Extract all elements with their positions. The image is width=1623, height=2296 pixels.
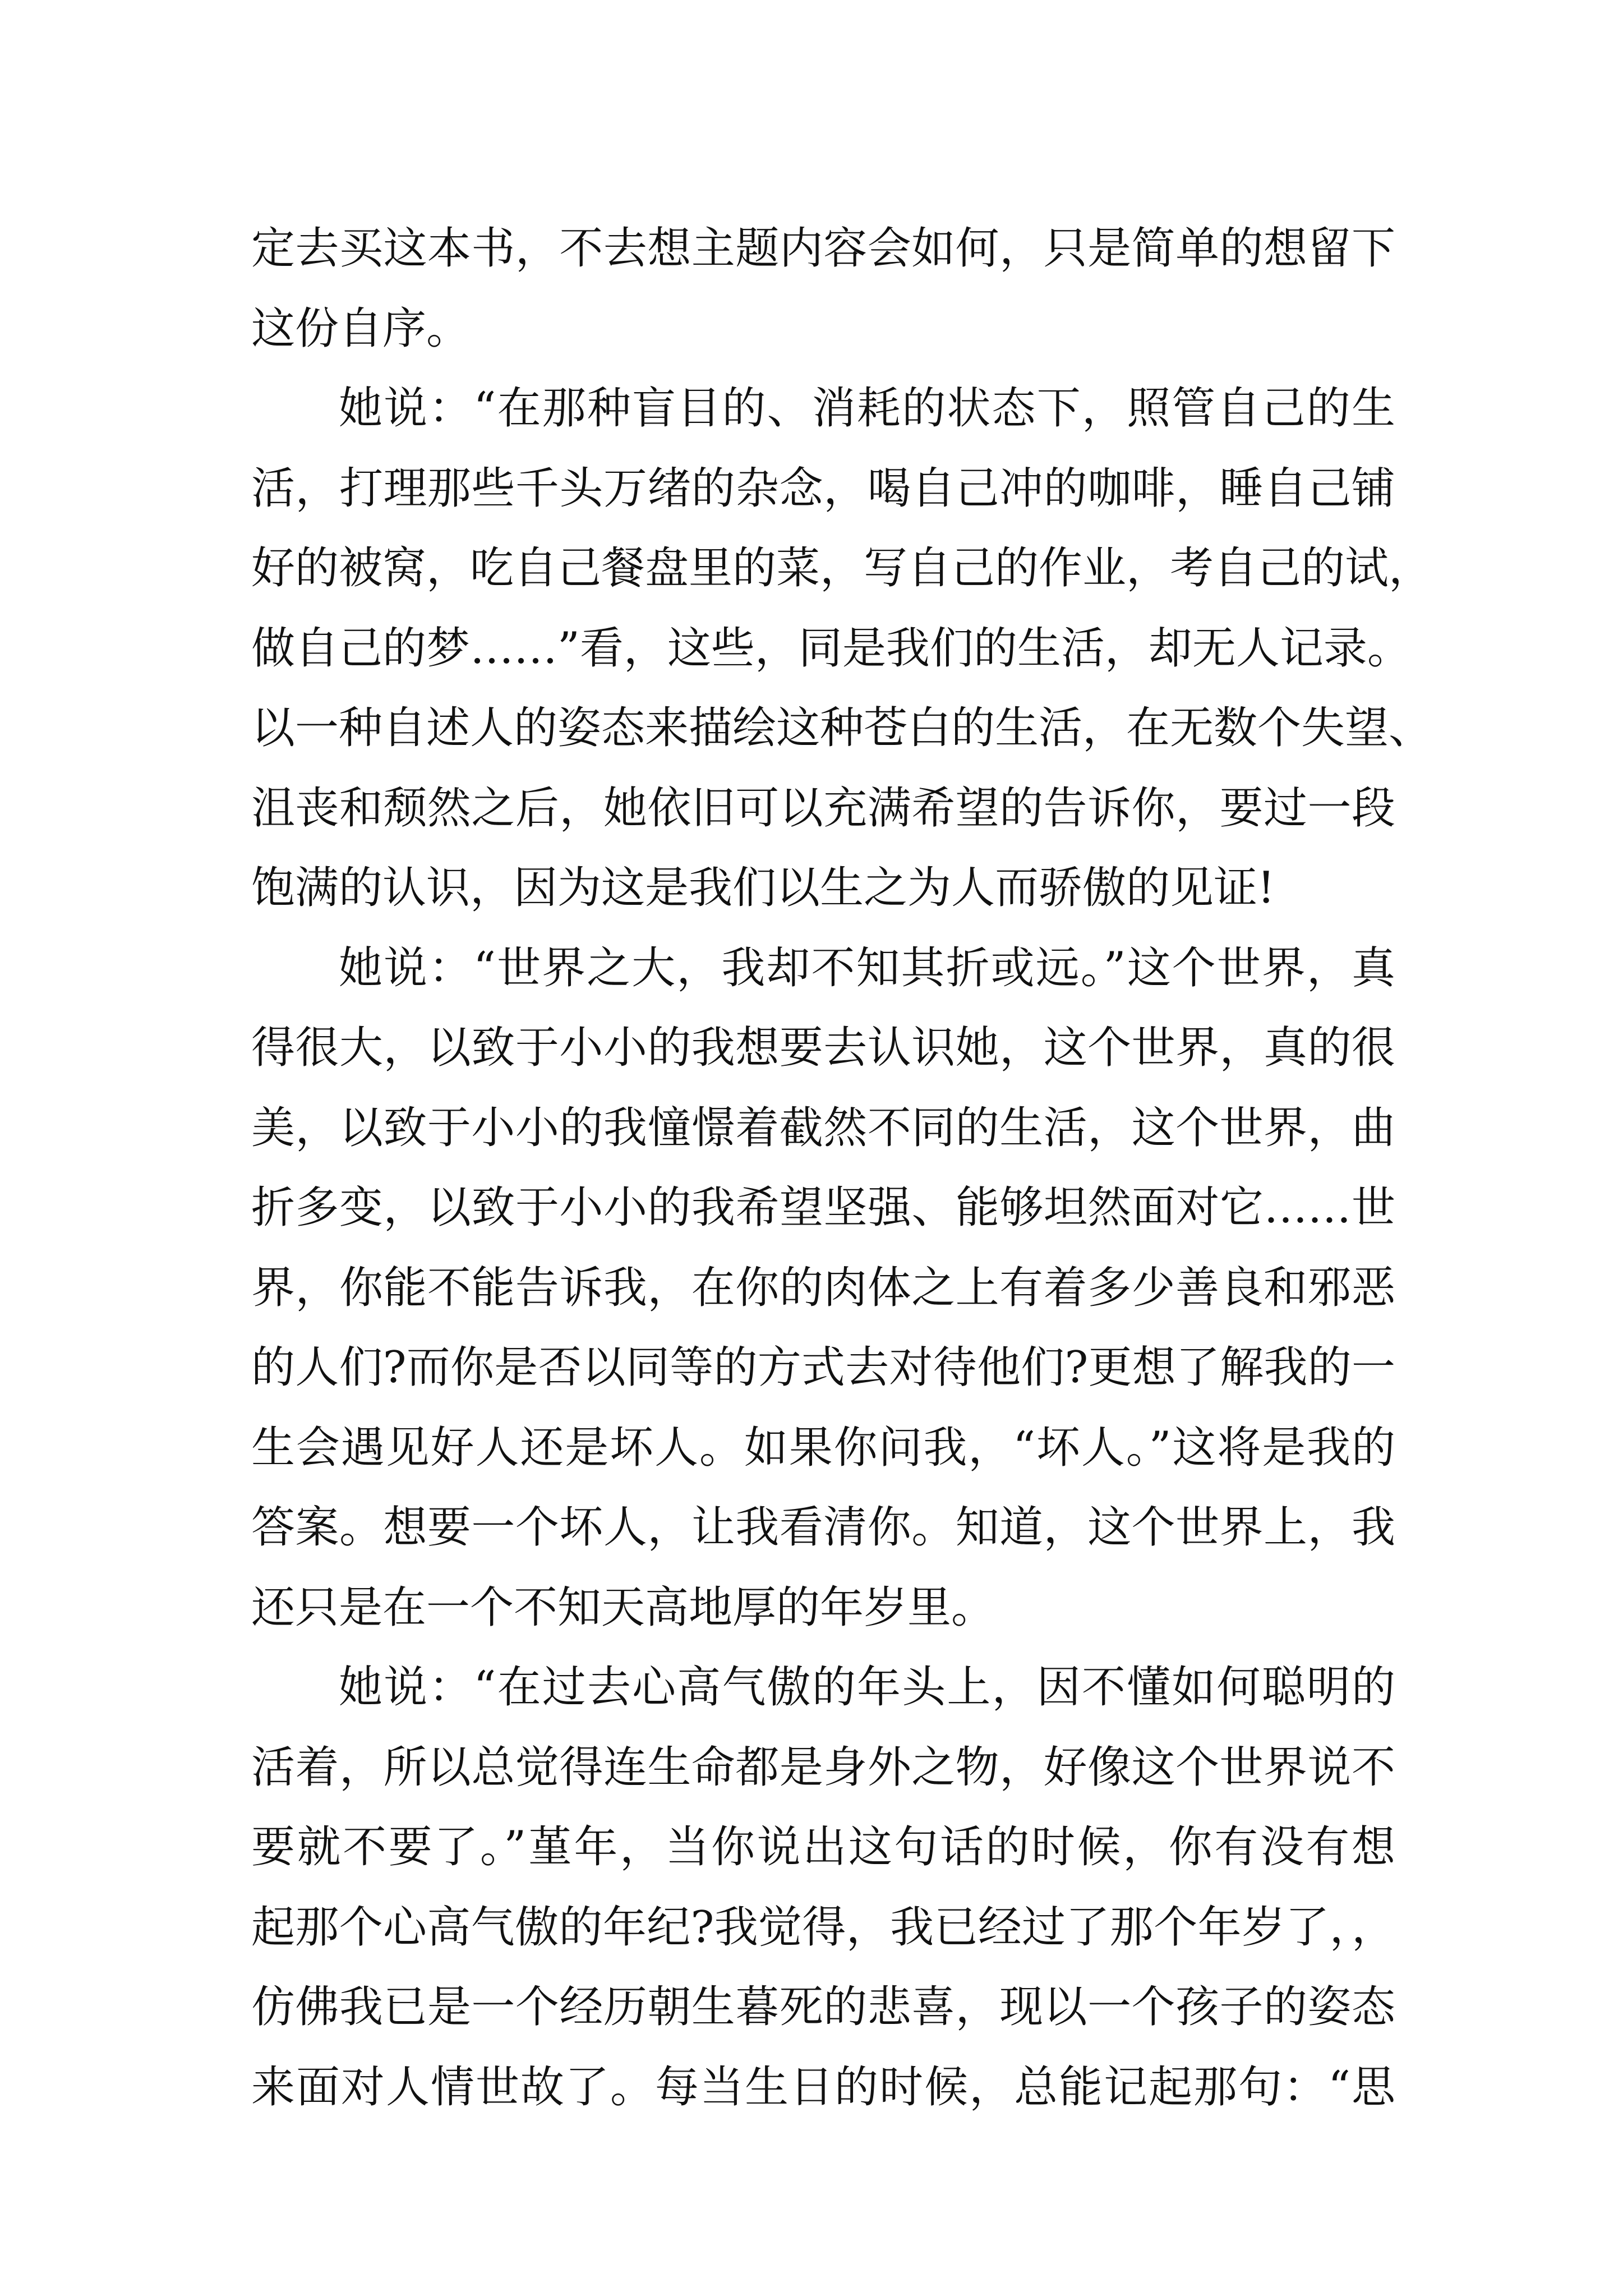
- paragraph-first-line: 她说：“在过去心高气傲的年头上，因不懂如何聪明的: [339, 1662, 1395, 1713]
- text-line: 来面对人情世故了。每当生日的时候，总能记起那句：“思: [251, 2062, 1395, 2113]
- text-line: 美，以致于小小的我憧憬着截然不同的生活，这个世界，曲: [251, 1102, 1395, 1153]
- text-line: 仿佛我已是一个经历朝生暮死的悲喜，现以一个孩子的姿态: [251, 1982, 1395, 2032]
- text-line: 起那个心高气傲的年纪?我觉得，我已经过了那个年岁了，，: [251, 1902, 1395, 1953]
- text-line: 以一种自述人的姿态来描绘这种苍白的生活，在无数个失望、: [251, 703, 1433, 753]
- text-line: 生会遇见好人还是坏人。如果你问我，“坏人。”这将是我的: [251, 1422, 1395, 1473]
- text-line: 答案。想要一个坏人，让我看清你。知道，这个世界上，我: [251, 1502, 1395, 1553]
- text-line: 得很大，以致于小小的我想要去认识她，这个世界，真的很: [251, 1023, 1395, 1073]
- paragraph-first-line: 她说：“在那种盲目的、消耗的状态下，照管自己的生: [339, 383, 1395, 434]
- text-line: 的人们?而你是否以同等的方式去对待他们?更想了解我的一: [251, 1342, 1395, 1393]
- text-line: 好的被窝，吃自己餐盘里的菜，写自己的作业，考自己的试，: [251, 543, 1433, 593]
- paragraph-first-line: 她说：“世界之大，我却不知其折或远。”这个世界，真: [339, 942, 1395, 993]
- text-line: 界，你能不能告诉我，在你的肉体之上有着多少善良和邪恶: [251, 1262, 1395, 1313]
- document-body: [251, 209, 1433, 2127]
- text-line: 要就不要了。”堇年，当你说出这句话的时候，你有没有想: [251, 1822, 1395, 1872]
- text-line: 活着，所以总觉得连生命都是身外之物，好像这个世界说不: [251, 1742, 1395, 1793]
- text-line: 沮丧和颓然之后，她依旧可以充满希望的告诉你，要过一段: [251, 783, 1395, 834]
- text-line: 折多变，以致于小小的我希望坚强、能够坦然面对它……世: [251, 1182, 1395, 1233]
- text-line: 饱满的认识，因为这是我们以生之为人而骄傲的见证!: [251, 863, 1275, 913]
- text-line: 定去买这本书，不去想主题内容会如何，只是简单的想留下: [251, 223, 1395, 274]
- text-line: 做自己的梦……”看，这些，同是我们的生活，却无人记录。: [251, 623, 1411, 674]
- text-line: 活，打理那些千头万绪的杂念，喝自己冲的咖啡，睡自己铺: [251, 463, 1395, 514]
- text-line: 这份自序。: [251, 303, 471, 354]
- text-line: 还只是在一个不知天高地厚的年岁里。: [251, 1582, 995, 1633]
